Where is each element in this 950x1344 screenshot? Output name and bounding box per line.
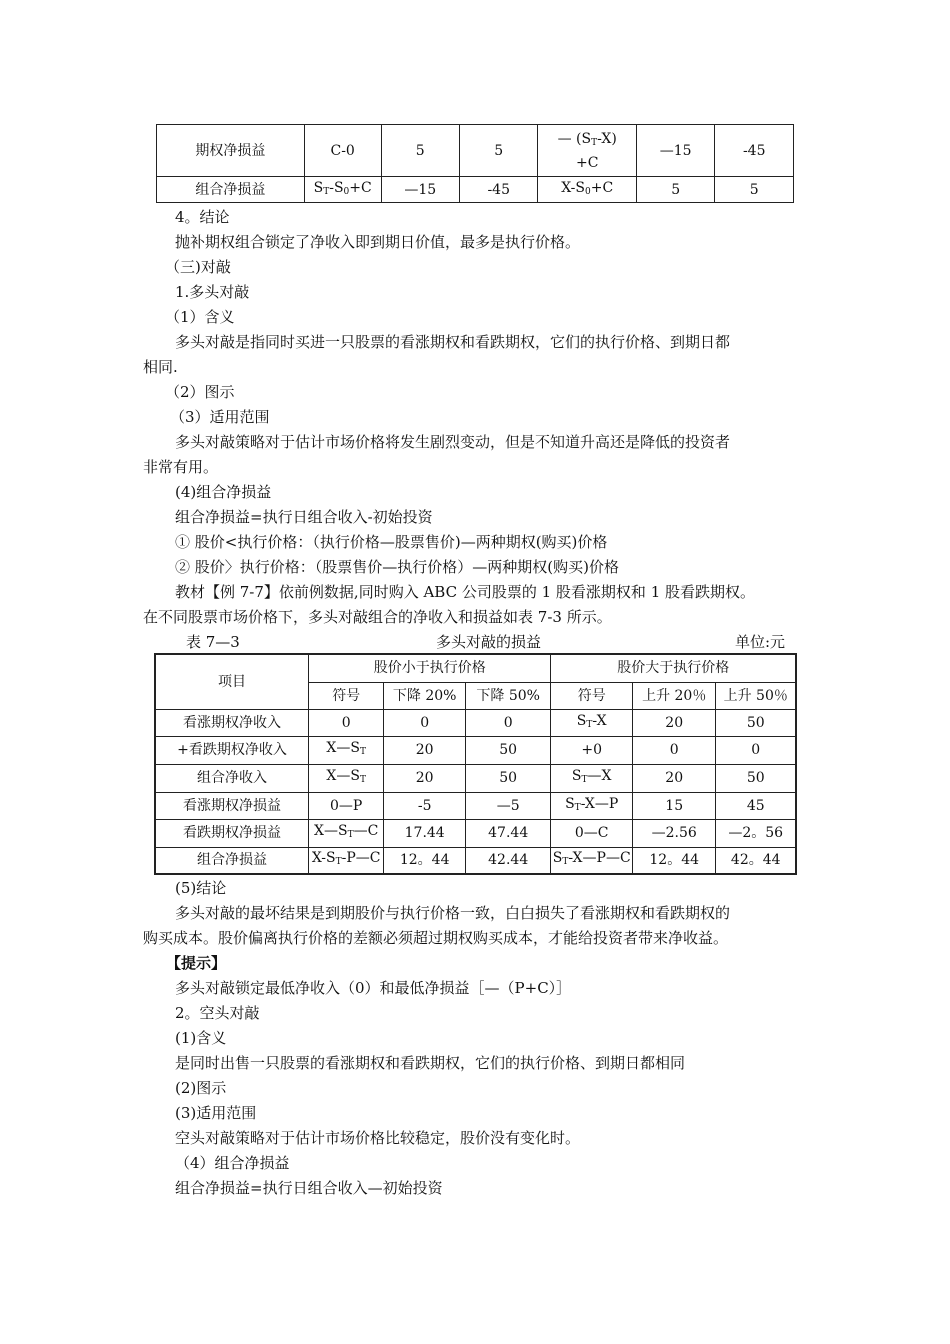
table-cell: 20: [384, 764, 466, 792]
row-label: 看涨期权净损益: [155, 792, 308, 819]
header-item: 项目: [155, 654, 308, 709]
section-heading: 4。结论: [175, 208, 230, 226]
table-cell: 0: [716, 736, 796, 764]
table-cell: 47.44: [465, 819, 551, 847]
table-cell: 50: [716, 709, 796, 736]
table-cell: — $(S_T-X)$ +C: [538, 125, 636, 177]
table-cell: 42。44: [716, 847, 796, 874]
table-cell: $S_T-S_0+C$: [304, 177, 381, 203]
long-straddle-table: [154, 653, 797, 875]
table-cell: —15: [636, 125, 714, 177]
section-heading: （三)对敲: [165, 258, 231, 276]
row-label: 组合净损益: [157, 177, 305, 203]
row-label: +看跌期权净收入: [155, 736, 308, 764]
table-cell: 0: [308, 709, 383, 736]
table-cell: 42.44: [465, 847, 551, 874]
paragraph: 空头对敲策略对于估计市场价格比较稳定，股价没有变化时。: [175, 1129, 581, 1147]
table-cell: +0: [551, 736, 633, 764]
row-label: 期权净损益: [157, 125, 305, 177]
table-cell: —5: [465, 792, 551, 819]
row-label: 看跌期权净损益: [155, 819, 308, 847]
table-cell: $X—S_T$: [308, 764, 383, 792]
table-cell: -45: [459, 177, 538, 203]
table-cell: 50: [465, 764, 551, 792]
subheader: 下降 50%: [465, 682, 551, 709]
table-cell: 5: [715, 177, 794, 203]
paragraph: 多头对敲锁定最低净收入（0）和最低净损益［—（P+C）］: [175, 979, 572, 997]
table-cell: 5: [381, 125, 459, 177]
section-heading: （1）含义: [165, 308, 235, 326]
section-heading: （3）适用范围: [170, 408, 270, 426]
table-cell: 0: [465, 709, 551, 736]
section-heading: (3)适用范围: [175, 1104, 257, 1122]
paragraph: 组合净损益=执行日组合收入—初始投资: [175, 1179, 443, 1197]
row-label: 组合净损益: [155, 847, 308, 874]
section-heading: (1)含义: [175, 1029, 227, 1047]
table-cell: 15: [632, 792, 716, 819]
covered-call-table: [156, 124, 794, 203]
table-cell: 20: [632, 709, 716, 736]
table-cell: 50: [465, 736, 551, 764]
paragraph: 抛补期权组合锁定了净收入即到期日价值，最多是执行价格。: [175, 233, 581, 251]
table-cell: 0: [384, 709, 466, 736]
table-cell: 0: [632, 736, 716, 764]
table-cell: 20: [384, 736, 466, 764]
section-heading: (2)图示: [175, 1079, 227, 1097]
table-cell: $X-S_0+C$: [538, 177, 636, 203]
table-cell: 50: [716, 764, 796, 792]
table-cell: -45: [715, 125, 794, 177]
tip-heading: 【提示】: [166, 954, 227, 972]
paragraph: ② 股价〉执行价格：（股票售价—执行价格）—两种期权(购买)价格: [175, 558, 619, 576]
table-cell: 5: [636, 177, 714, 203]
table-cell: 12。44: [384, 847, 466, 874]
table-cell: C-0: [304, 125, 381, 177]
table-cell: —2。56: [716, 819, 796, 847]
table-cell: 5: [459, 125, 538, 177]
paragraph: 教材【例 7-7】依前例数据,同时购入 ABC 公司股票的 1 股看涨期权和 1 股看跌期权。: [175, 583, 756, 601]
section-heading: (5)结论: [175, 879, 227, 897]
table-cell: —2.56: [632, 819, 716, 847]
table-cell: $X—S_T—C$: [308, 819, 383, 847]
table-cell: $X—S_T$: [308, 736, 383, 764]
table-cell: —15: [381, 177, 459, 203]
header-group: 股价大于执行价格: [551, 654, 796, 682]
subheader: 下降 20%: [384, 682, 466, 709]
paragraph: 非常有用。: [143, 458, 219, 476]
paragraph: 多头对敲的最坏结果是到期股价与执行价格一致，白白损失了看涨期权和看跌期权的: [175, 904, 731, 922]
subheader: 上升 50％: [716, 682, 796, 709]
table-cell: 20: [632, 764, 716, 792]
subheader: 符号: [308, 682, 383, 709]
section-heading: (4)组合净损益: [175, 483, 272, 501]
table-cell: $S_T-X—P—C$: [551, 847, 633, 874]
table-cell: $S_T—X$: [551, 764, 633, 792]
paragraph: 相同.: [143, 358, 178, 376]
subheader: 上升 20％: [632, 682, 716, 709]
table-title: 多头对敲的损益: [436, 633, 542, 651]
table-cell: 12。44: [632, 847, 716, 874]
paragraph: 在不同股票市场价格下，多头对敲组合的净收入和损益如表 7-3 所示。: [143, 608, 612, 626]
row-label: 组合净收入: [155, 764, 308, 792]
paragraph: ① 股价<执行价格：（执行价格—股票售价)—两种期权(购买)价格: [175, 533, 608, 551]
section-heading: 2。空头对敲: [175, 1004, 260, 1022]
table-cell: 45: [716, 792, 796, 819]
paragraph: 组合净损益=执行日组合收入-初始投资: [175, 508, 433, 526]
table-cell: $S_T-X—P$: [551, 792, 633, 819]
paragraph: 购买成本。股价偏离执行价格的差额必须超过期权购买成本，才能给投资者带来净收益。: [143, 929, 729, 947]
table-cell: 17.44: [384, 819, 466, 847]
paragraph: 多头对敲策略对于估计市场价格将发生剧烈变动，但是不知道升高还是降低的投资者: [175, 433, 731, 451]
paragraph: 多头对敲是指同时买进一只股票的看涨期权和看跌期权，它们的执行价格、到期日都: [175, 333, 731, 351]
table-cell: $S_T-X$: [551, 709, 633, 736]
subheader: 符号: [551, 682, 633, 709]
table-number: 表 7—3: [186, 633, 240, 651]
table-cell: -5: [384, 792, 466, 819]
section-heading: （4）组合净损益: [175, 1154, 290, 1172]
table-cell: $X-S_T-P—C$: [308, 847, 383, 874]
section-heading: 1.多头对敲: [175, 283, 250, 301]
header-group: 股价小于执行价格: [308, 654, 551, 682]
paragraph: 是同时出售一只股票的看涨期权和看跌期权，它们的执行价格、到期日都相同: [175, 1054, 686, 1072]
row-label: 看涨期权净收入: [155, 709, 308, 736]
table-unit: 单位:元: [735, 633, 786, 651]
table-cell: 0—C: [551, 819, 633, 847]
section-heading: （2）图示: [165, 383, 235, 401]
table-cell: 0—P: [308, 792, 383, 819]
